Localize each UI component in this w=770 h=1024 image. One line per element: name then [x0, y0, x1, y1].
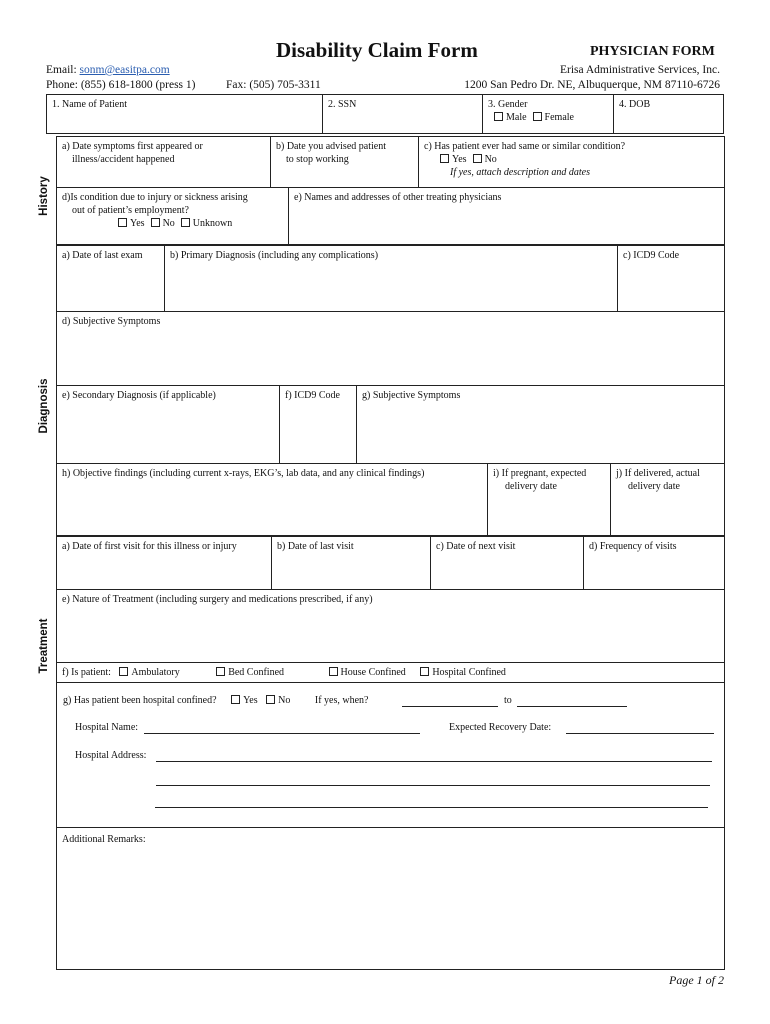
recovery-date-label: Expected Recovery Date: [449, 722, 552, 733]
hospital-name-line[interactable] [144, 722, 420, 734]
form-type: PHYSICIAN FORM [590, 44, 715, 59]
hospital-confined-label: Hospital Confined [432, 667, 506, 678]
objective-findings-field[interactable] [56, 463, 488, 536]
treat-c-label: c) Date of next visit [436, 541, 516, 552]
treat-e-label: e) Nature of Treatment (including surgery and medications prescribed, if any) [62, 594, 373, 605]
female-checkbox[interactable] [533, 112, 542, 121]
history-e-label: e) Names and addresses of other treating physicians [294, 192, 502, 203]
phone: Phone: (855) 618-1800 (press 1) [46, 79, 196, 91]
similar-yes-label: Yes [452, 154, 467, 165]
bed-confined-label: Bed Confined [228, 667, 285, 678]
recovery-date-line[interactable] [566, 722, 714, 734]
treat-g-label: g) Has patient been hospital confined? [63, 695, 217, 706]
treat-f-label: f) Is patient: [62, 667, 111, 678]
hospital-address-line-3[interactable] [155, 796, 708, 808]
primary-diagnosis-field[interactable] [164, 244, 618, 312]
diag-b-label: b) Primary Diagnosis (including any complications) [170, 250, 379, 261]
company-name: Erisa Administrative Services, Inc. [559, 64, 720, 76]
hospital-address-line-2[interactable] [156, 774, 710, 786]
hospital-no-label: No [278, 695, 291, 706]
treat-d-label: d) Frequency of visits [589, 541, 677, 552]
subjective-symptoms-field[interactable] [56, 311, 725, 386]
male-label: Male [506, 112, 527, 123]
hospital-address-line-1[interactable] [156, 750, 712, 762]
hospital-confined-checkbox[interactable] [420, 667, 429, 676]
employment-no-checkbox[interactable] [151, 218, 160, 227]
house-confined-checkbox[interactable] [329, 667, 338, 676]
next-visit-field[interactable] [430, 535, 584, 590]
visit-frequency-field[interactable] [583, 535, 725, 590]
history-b-label: b) Date you advised patient [276, 141, 386, 152]
diag-j-label-2: delivery date [628, 481, 680, 492]
hospital-yes-checkbox[interactable] [231, 695, 240, 704]
additional-remarks-field[interactable] [56, 827, 725, 970]
treat-a-label: a) Date of first visit for this illness or injury [62, 541, 237, 552]
patient-name-label: 1. Name of Patient [52, 99, 127, 110]
hospital-confined-row [63, 695, 368, 706]
secondary-symptoms-field[interactable] [356, 385, 725, 464]
diag-f-label: f) ICD9 Code [285, 390, 340, 401]
patient-status-row [56, 662, 725, 683]
ambulatory-checkbox[interactable] [119, 667, 128, 676]
dob-label: 4. DOB [619, 99, 651, 110]
secondary-diagnosis-field[interactable] [56, 385, 280, 464]
last-visit-field[interactable] [271, 535, 431, 590]
history-b-label-2: to stop working [286, 154, 349, 165]
patient-name-field[interactable] [46, 94, 323, 134]
hospital-to-date-line[interactable] [517, 695, 627, 707]
similar-no-checkbox[interactable] [473, 154, 482, 163]
employment-yes-checkbox[interactable] [118, 218, 127, 227]
treat-b-label: b) Date of last visit [277, 541, 354, 552]
employment-related-field [56, 187, 289, 245]
ssn-label: 2. SSN [328, 99, 357, 110]
page-number: Page 1 of 2 [669, 973, 724, 987]
history-d-label: d)Is condition due to injury or sickness arising [62, 192, 248, 203]
similar-condition-field [418, 136, 725, 188]
house-confined-label: House Confined [340, 667, 406, 678]
email-label: Email: [46, 64, 77, 76]
hospital-to-label: to [504, 695, 512, 706]
email-line [46, 64, 170, 76]
section-treatment: Treatment [38, 618, 50, 674]
diag-i-label-2: delivery date [505, 481, 557, 492]
diag-g-label: g) Subjective Symptoms [362, 390, 461, 401]
gender-label: 3. Gender [488, 99, 528, 110]
diag-a-label: a) Date of last exam [62, 250, 143, 261]
section-diagnosis: Diagnosis [38, 378, 50, 434]
female-label: Female [544, 112, 574, 123]
email-link[interactable]: sonm@easitpa.com [79, 64, 170, 76]
last-exam-field[interactable] [56, 244, 165, 312]
form-title: Disability Claim Form [276, 38, 478, 62]
nature-of-treatment-field[interactable] [56, 589, 725, 663]
history-d-label-2: out of patient’s employment? [72, 205, 189, 216]
diag-c-label: c) ICD9 Code [623, 250, 680, 261]
other-physicians-field[interactable] [288, 187, 725, 245]
employment-yes-label: Yes [130, 218, 145, 229]
similar-note: If yes, attach description and dates [450, 167, 590, 178]
stop-working-date-field[interactable] [270, 136, 419, 188]
actual-delivery-field[interactable] [610, 463, 725, 536]
diag-h-label: h) Objective findings (including current x-rays, EKG’s, lab data, and any clinical findings) [62, 468, 425, 479]
company-address: 1200 San Pedro Dr. NE, Albuquerque, NM 87110-6726 [464, 79, 720, 91]
dob-field[interactable] [613, 94, 724, 134]
ambulatory-label: Ambulatory [131, 667, 180, 678]
gender-field [482, 94, 614, 134]
employment-no-label: No [162, 218, 175, 229]
hospital-name-label: Hospital Name: [75, 722, 139, 733]
hospital-yes-label: Yes [243, 695, 258, 706]
first-visit-field[interactable] [56, 535, 272, 590]
similar-yes-checkbox[interactable] [440, 154, 449, 163]
ssn-field[interactable] [322, 94, 483, 134]
hospital-address-label: Hospital Address: [75, 750, 147, 761]
hospital-no-checkbox[interactable] [266, 695, 275, 704]
symptoms-date-field[interactable] [56, 136, 271, 188]
hospital-from-date-line[interactable] [402, 695, 498, 707]
diag-e-label: e) Secondary Diagnosis (if applicable) [62, 390, 216, 401]
remarks-label: Additional Remarks: [62, 834, 146, 845]
diag-d-label: d) Subjective Symptoms [62, 316, 161, 327]
history-a-label: a) Date symptoms first appeared or [62, 141, 203, 152]
male-checkbox[interactable] [494, 112, 503, 121]
fax: Fax: (505) 705-3311 [226, 79, 321, 91]
icd9-secondary-field[interactable] [279, 385, 357, 464]
hospital-when-label: If yes, when? [314, 695, 369, 706]
icd9-primary-field[interactable] [617, 244, 725, 312]
employment-unknown-label: Unknown [192, 218, 233, 229]
similar-no-label: No [484, 154, 497, 165]
section-history: History [38, 176, 50, 216]
diag-i-label: i) If pregnant, expected [493, 468, 587, 479]
employment-unknown-checkbox[interactable] [181, 218, 190, 227]
history-c-label: c) Has patient ever had same or similar condition? [424, 141, 626, 152]
diag-j-label: j) If delivered, actual [616, 468, 700, 479]
history-a-label-2: illness/accident happened [72, 154, 175, 165]
bed-confined-checkbox[interactable] [216, 667, 225, 676]
expected-delivery-field[interactable] [487, 463, 611, 536]
